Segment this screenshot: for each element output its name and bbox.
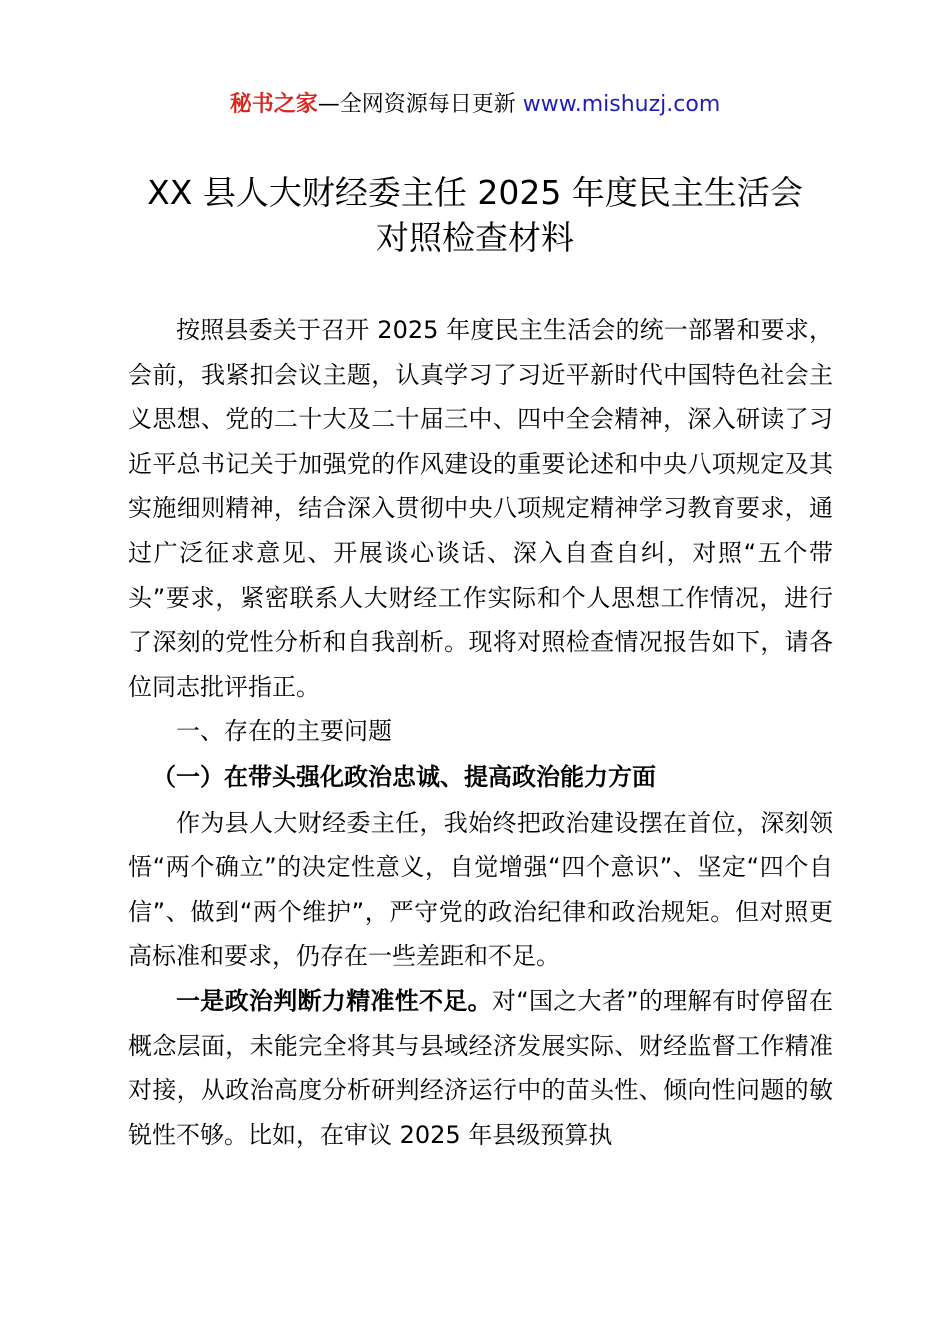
site-header bbox=[0, 88, 950, 122]
title-line-1: XX 县人大财经委主任 2025 年度民主生活会 bbox=[147, 173, 803, 212]
body-paragraph: 作为县人大财经委主任，我始终把政治建设摆在首位，深刻领悟“两个确立”的决定性意义，自觉增强“四个意识”、坚定“四个自信”、做到“两个维护”，严守党的政治纪律和政治规矩。但对照更高标准和要求，仍存在一些差距和不足。 bbox=[128, 808, 833, 971]
intro-paragraph: 按照县委关于召开 2025 年度民主生活会的统一部署和要求，会前，我紧扣会议主题，认真学习了习近平新时代中国特色社会主义思想、党的二十大及二十届三中、四中全会精神，深入研读了习近平总书记关于加强党的作风建设的重要论述和中央八项规定及其实施细则精神，结合深入贯彻中央八项规定精神学习教育要求，通过广泛征求意见、开展谈心谈话、深入自查自纠，对照“五个带头”要求，紧密联系人大财经工作实际和个人思想工作情况，进行了深刻的党性分析和自我剖析。现将对照检查情况报告如下，请各位同志批评指正。 bbox=[128, 316, 833, 701]
document-body bbox=[128, 308, 833, 1157]
site-tagline: —全网资源每日更新 bbox=[317, 92, 523, 117]
brand-name: 秘书之家 bbox=[229, 92, 318, 117]
title-line-2: 对照检查材料 bbox=[376, 218, 574, 257]
point-lead: 一是政治判断力精准性不足。 bbox=[176, 986, 492, 1015]
subsection-heading: （一）在带头强化政治忠诚、提高政治能力方面 bbox=[152, 762, 656, 791]
point-text: 对“国之大者”的理解有时停留在概念层面，未能完全将其与县域经济发展实际、财经监督工作精准对接，从政治高度分析研判经济运行中的苗头性、倾向性问题的敏锐性不够。比如，在审议 2025 年县级预算执 bbox=[128, 986, 834, 1149]
section-heading: 一、存在的主要问题 bbox=[176, 717, 392, 746]
site-url-link[interactable]: www.mishuzj.com bbox=[522, 92, 721, 117]
point-paragraph bbox=[128, 979, 833, 1157]
document-title bbox=[0, 170, 950, 260]
